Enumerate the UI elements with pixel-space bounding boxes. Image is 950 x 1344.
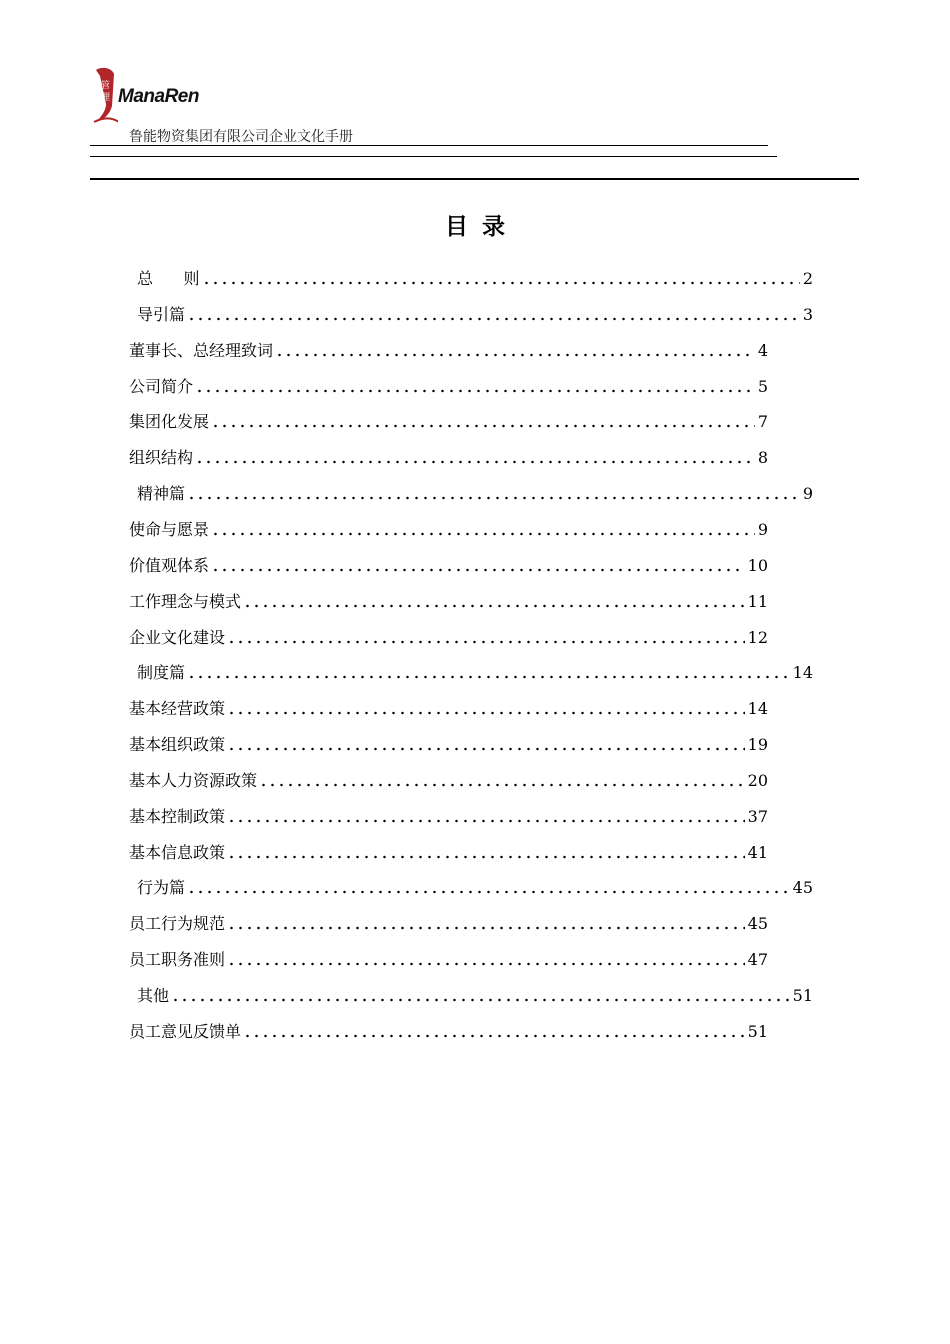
toc-entry-page: 41 <box>747 842 768 862</box>
toc-entry[interactable] <box>129 625 768 649</box>
toc-entry[interactable] <box>137 660 813 684</box>
toc-entry[interactable] <box>129 804 768 828</box>
toc-entry-title: 价值观体系 <box>129 555 210 575</box>
toc-entry[interactable] <box>129 517 768 541</box>
dot-leader <box>227 711 745 715</box>
header-rule <box>90 145 768 146</box>
dot-leader <box>243 604 745 608</box>
toc-entry-title: 工作理念与模式 <box>129 591 242 611</box>
dot-leader <box>227 962 745 966</box>
toc-entry-page: 37 <box>747 806 768 826</box>
dot-leader <box>187 317 800 321</box>
toc-entry[interactable] <box>137 481 813 505</box>
dot-leader <box>275 353 755 357</box>
toc-entry-title: 基本信息政策 <box>129 842 226 862</box>
dot-leader <box>211 532 755 536</box>
toc-entry-page: 20 <box>747 770 768 790</box>
toc-entry-title: 基本经营政策 <box>129 699 226 719</box>
toc-entry-page: 11 <box>747 591 768 611</box>
toc-entry-page: 12 <box>747 627 768 647</box>
toc-entry[interactable] <box>129 338 768 362</box>
toc-entry-page: 9 <box>757 519 768 539</box>
dot-leader <box>211 568 745 572</box>
logo-seal-icon <box>92 66 118 124</box>
dot-leader <box>227 855 745 859</box>
dot-leader <box>195 460 755 464</box>
dot-leader <box>227 819 745 823</box>
toc-entry[interactable] <box>129 409 768 433</box>
header-document-name: 鲁能物资集团有限公司企业文化手册 <box>129 129 353 145</box>
dot-leader <box>195 389 755 393</box>
toc-entry-title: 总 则 <box>137 269 200 288</box>
toc-entry-title: 董事长、总经理致词 <box>129 340 274 360</box>
toc-entry-title: 精神篇 <box>137 484 186 504</box>
svg-text:管: 管 <box>101 81 111 91</box>
toc-entry-page: 5 <box>757 376 768 396</box>
toc-entry-title: 其他 <box>137 986 170 1005</box>
toc-entry-page: 51 <box>747 1021 768 1041</box>
logo-text: ManaRen <box>118 86 199 107</box>
toc-entry[interactable] <box>129 1019 768 1043</box>
dot-leader <box>227 926 745 930</box>
toc-entry[interactable] <box>137 983 813 1007</box>
toc-entry-page: 19 <box>747 735 768 755</box>
toc-entry[interactable] <box>137 266 813 290</box>
toc-entry-page: 45 <box>747 914 768 934</box>
toc-entry-page: 2 <box>802 269 813 288</box>
toc-entry-title: 基本控制政策 <box>129 806 226 826</box>
dot-leader <box>202 281 800 285</box>
toc-entry-page: 7 <box>757 412 768 432</box>
toc-entry-title: 组织结构 <box>129 448 194 468</box>
toc-entry[interactable] <box>129 445 768 469</box>
toc-entry[interactable] <box>137 302 813 326</box>
toc-entry[interactable] <box>129 840 768 864</box>
toc-entry[interactable] <box>129 696 768 720</box>
dot-leader <box>243 1034 745 1038</box>
toc-entry-title: 使命与愿景 <box>129 519 210 539</box>
toc-entry-title: 制度篇 <box>137 663 186 683</box>
dot-leader <box>227 747 745 751</box>
toc-entry-page: 47 <box>747 950 768 970</box>
toc-entry-page: 45 <box>792 878 813 898</box>
toc-entry-title: 企业文化建设 <box>129 627 226 647</box>
toc-entry-page: 8 <box>757 448 768 468</box>
dot-leader <box>187 675 790 679</box>
toc-entry[interactable] <box>137 875 813 899</box>
dot-leader <box>259 783 745 787</box>
dot-leader <box>187 496 800 500</box>
dot-leader <box>171 998 790 1002</box>
toc-heading: 目录 <box>445 213 519 240</box>
dot-leader <box>211 424 755 428</box>
toc-entry-title: 员工职务准则 <box>129 950 226 970</box>
toc-entry[interactable] <box>129 553 768 577</box>
toc-entry[interactable] <box>129 374 768 398</box>
toc-entry-title: 公司简介 <box>129 376 194 396</box>
toc-entry-page: 14 <box>792 663 813 683</box>
toc-entry-page: 9 <box>802 484 813 504</box>
toc-entry-page: 10 <box>747 555 768 575</box>
company-logo <box>90 66 200 126</box>
toc-entry-page: 14 <box>747 699 768 719</box>
dot-leader <box>187 890 790 894</box>
header-rule <box>90 178 859 180</box>
toc-entry[interactable] <box>129 732 768 756</box>
toc-entry-page: 3 <box>802 304 813 324</box>
toc-entry-title: 员工意见反馈单 <box>129 1021 242 1041</box>
toc-entry[interactable] <box>129 947 768 971</box>
header-rule <box>90 156 777 157</box>
toc-entry-title: 集团化发展 <box>129 412 210 432</box>
toc-entry-title: 员工行为规范 <box>129 914 226 934</box>
toc-entry-page: 4 <box>757 340 768 360</box>
toc-entry-title: 行为篇 <box>137 878 186 898</box>
toc-entry[interactable] <box>129 589 768 613</box>
svg-text:理: 理 <box>101 93 111 103</box>
toc-entry[interactable] <box>129 768 768 792</box>
dot-leader <box>227 640 745 644</box>
toc-entry-title: 导引篇 <box>137 304 186 324</box>
toc-entry[interactable] <box>129 911 768 935</box>
toc-entry-title: 基本人力资源政策 <box>129 770 258 790</box>
toc-entry-title: 基本组织政策 <box>129 735 226 755</box>
toc-entry-page: 51 <box>792 986 813 1005</box>
